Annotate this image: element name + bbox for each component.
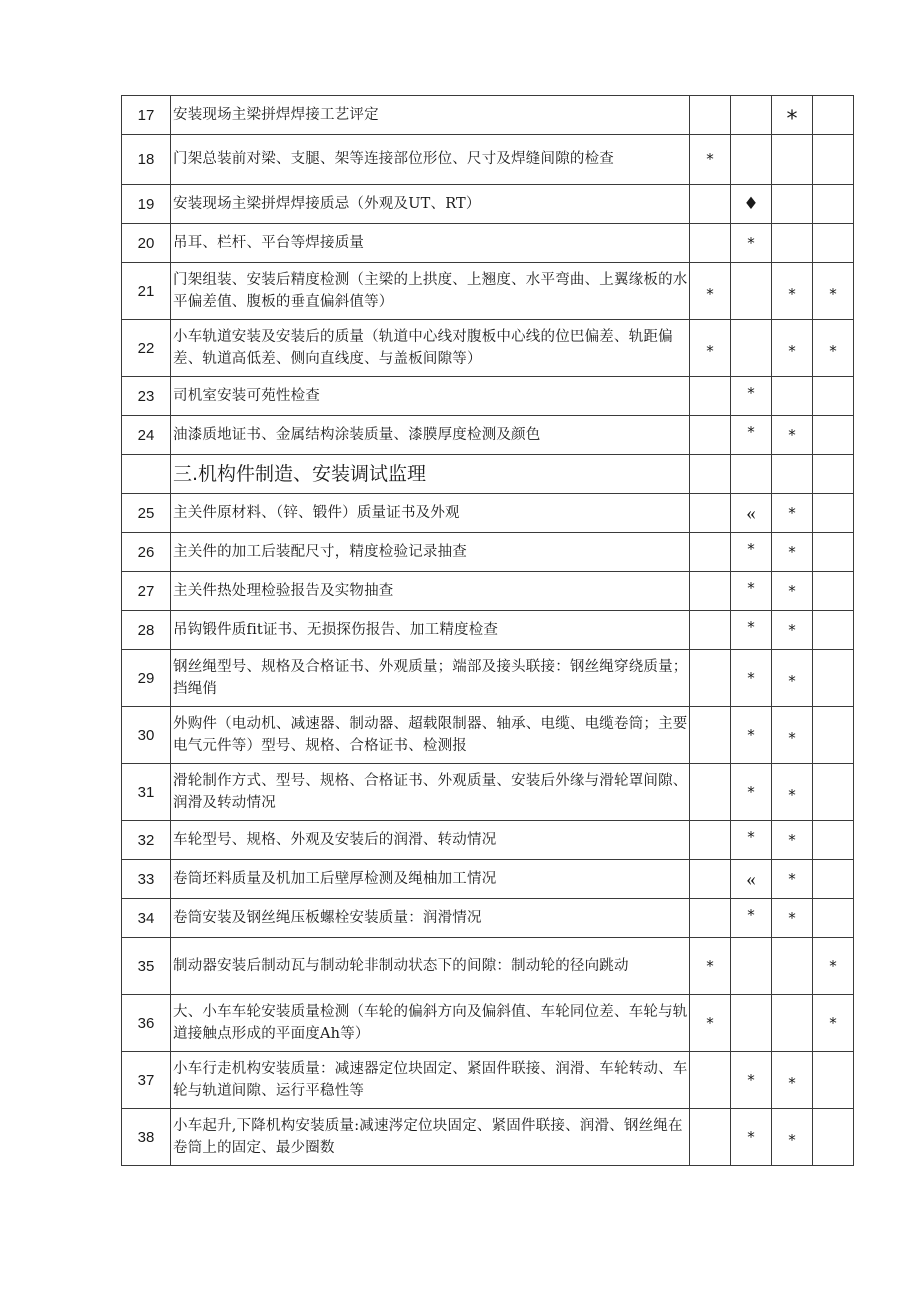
item-number: 29 — [122, 650, 171, 707]
item-description: 主关件原材料、（锌、锻件）质量证书及外观 — [171, 494, 690, 533]
mark-cell — [690, 533, 731, 572]
mark-cell — [690, 377, 731, 416]
item-description: 安装现场主梁拼焊焊接质忌（外观及UT、RT） — [171, 185, 690, 224]
item-number: 32 — [122, 821, 171, 860]
table-row — [122, 224, 854, 263]
item-number: 34 — [122, 899, 171, 938]
mark-cell — [772, 185, 813, 224]
item-number: 18 — [122, 135, 171, 185]
item-number: 20 — [122, 224, 171, 263]
mark-cell — [731, 995, 772, 1052]
mark-cell: * — [690, 320, 731, 377]
mark-cell: * — [731, 611, 772, 650]
mark-cell: * — [690, 135, 731, 185]
mark-cell — [813, 1109, 854, 1166]
mark-cell — [813, 899, 854, 938]
item-description: 制动器安装后制动瓦与制动轮非制动状态下的间隙：制动轮的径向跳动 — [171, 938, 690, 995]
item-description: 门架组装、安装后精度检测（主梁的上拱度、上翘度、水平弯曲、上翼缘板的水平偏差值、腹板的垂直偏斜值等） — [171, 263, 690, 320]
mark-cell: * — [690, 263, 731, 320]
mark-cell: * — [731, 377, 772, 416]
item-description: 司机室安装可苑性检查 — [171, 377, 690, 416]
item-description: 油漆质地证书、金属结构涂装质量、漆膜厚度检测及颜色 — [171, 416, 690, 455]
section-heading: 三.机构件制造、安装调试监理 — [171, 455, 690, 494]
mark-cell — [813, 821, 854, 860]
mark-cell: * — [731, 764, 772, 821]
mark-cell — [813, 650, 854, 707]
mark-cell: * — [690, 938, 731, 995]
item-description: 吊耳、栏杆、平台等焊接质量 — [171, 224, 690, 263]
mark-cell — [690, 416, 731, 455]
mark-cell: * — [731, 650, 772, 707]
mark-cell — [813, 860, 854, 899]
mark-cell — [813, 611, 854, 650]
table-row — [122, 533, 854, 572]
table-row — [122, 764, 854, 821]
mark-cell: * — [731, 224, 772, 263]
mark-cell — [813, 494, 854, 533]
empty-cell — [690, 455, 731, 494]
mark-cell: * — [772, 899, 813, 938]
mark-cell — [731, 320, 772, 377]
mark-cell — [813, 135, 854, 185]
mark-cell: * — [772, 1052, 813, 1109]
item-number: 28 — [122, 611, 171, 650]
item-description: 车轮型号、规格、外观及安装后的润滑、转动情况 — [171, 821, 690, 860]
mark-cell — [731, 135, 772, 185]
mark-cell: * — [813, 995, 854, 1052]
table-row — [122, 938, 854, 995]
mark-cell — [690, 821, 731, 860]
mark-cell — [690, 1109, 731, 1166]
mark-cell: ♦ — [731, 185, 772, 224]
mark-cell: * — [731, 1109, 772, 1166]
mark-cell: * — [731, 707, 772, 764]
mark-cell — [690, 899, 731, 938]
item-number: 30 — [122, 707, 171, 764]
mark-cell — [690, 572, 731, 611]
mark-cell — [690, 185, 731, 224]
item-number: 27 — [122, 572, 171, 611]
mark-cell: * — [772, 1109, 813, 1166]
section-heading-row — [122, 455, 854, 494]
item-description: 门架总装前对梁、支腿、架等连接部位形位、尺寸及焊缝间隙的检查 — [171, 135, 690, 185]
item-number: 22 — [122, 320, 171, 377]
item-description: 小车轨道安装及安装后的质量（轨道中心线对腹板中心线的位巴偏差、轨距偏差、轨道高低差、侧向直线度、与盖板间隙等） — [171, 320, 690, 377]
mark-cell: * — [772, 533, 813, 572]
mark-cell: * — [731, 1052, 772, 1109]
mark-cell — [813, 185, 854, 224]
item-number: 21 — [122, 263, 171, 320]
table-row — [122, 377, 854, 416]
item-number: 19 — [122, 185, 171, 224]
item-number: 17 — [122, 96, 171, 135]
mark-cell — [731, 263, 772, 320]
mark-cell: * — [813, 938, 854, 995]
table-row — [122, 1109, 854, 1166]
mark-cell: * — [731, 821, 772, 860]
item-number: 25 — [122, 494, 171, 533]
mark-cell — [690, 611, 731, 650]
mark-cell — [813, 224, 854, 263]
mark-cell: * — [813, 263, 854, 320]
item-description: 卷筒坯料质量及机加工后壁厚检测及绳柚加工情况 — [171, 860, 690, 899]
empty-cell — [813, 455, 854, 494]
mark-cell: * — [772, 263, 813, 320]
item-description: 卷筒安装及钢丝绳压板螺栓安装质量：润滑情况 — [171, 899, 690, 938]
item-description: 小车起升,下降机构安装质量:减速涔定位块固定、紧固件联接、润滑、钢丝绳在卷筒上的固定、最少圈数 — [171, 1109, 690, 1166]
mark-cell: * — [731, 533, 772, 572]
table-row — [122, 96, 854, 135]
mark-cell — [772, 377, 813, 416]
mark-cell: * — [772, 860, 813, 899]
mark-cell — [772, 224, 813, 263]
mark-cell: * — [772, 572, 813, 611]
mark-cell: * — [731, 416, 772, 455]
mark-cell — [690, 96, 731, 135]
mark-cell — [731, 96, 772, 135]
mark-cell: * — [772, 650, 813, 707]
inspection-items-table — [121, 95, 854, 1166]
table-row — [122, 611, 854, 650]
item-number: 35 — [122, 938, 171, 995]
mark-cell: * — [731, 572, 772, 611]
item-description: 主关件的加工后装配尺寸，精度检验记录抽查 — [171, 533, 690, 572]
item-number: 38 — [122, 1109, 171, 1166]
table-row — [122, 821, 854, 860]
item-number: 37 — [122, 1052, 171, 1109]
mark-cell — [731, 938, 772, 995]
mark-cell — [813, 377, 854, 416]
mark-cell — [813, 764, 854, 821]
mark-cell: * — [772, 416, 813, 455]
empty-cell — [122, 455, 171, 494]
item-description: 安装现场主梁拼焊焊接工艺评定 — [171, 96, 690, 135]
item-description: 吊钩锻件质fit证书、无损探伤报告、加工精度检查 — [171, 611, 690, 650]
item-number: 36 — [122, 995, 171, 1052]
mark-cell — [813, 1052, 854, 1109]
item-number: 33 — [122, 860, 171, 899]
table-row — [122, 320, 854, 377]
item-description: 主关件热处理检验报告及实物抽查 — [171, 572, 690, 611]
mark-cell — [772, 135, 813, 185]
mark-cell: * — [772, 96, 813, 135]
empty-cell — [731, 455, 772, 494]
table-row — [122, 650, 854, 707]
mark-cell — [772, 995, 813, 1052]
table-row — [122, 899, 854, 938]
mark-cell: * — [772, 611, 813, 650]
item-description: 外购件（电动机、减速器、制动器、超载限制器、轴承、电缆、电缆卷筒；主要电气元件等）型号、规格、合格证书、检测报 — [171, 707, 690, 764]
empty-cell — [772, 455, 813, 494]
table-row — [122, 572, 854, 611]
table-row — [122, 1052, 854, 1109]
table-row — [122, 135, 854, 185]
table-row — [122, 860, 854, 899]
mark-cell — [772, 938, 813, 995]
mark-cell: * — [772, 764, 813, 821]
mark-cell — [813, 533, 854, 572]
mark-cell: * — [772, 707, 813, 764]
item-description: 滑轮制作方式、型号、规格、合格证书、外观质量、安装后外缘与滑轮罩间隙、润滑及转动情况 — [171, 764, 690, 821]
mark-cell — [690, 224, 731, 263]
mark-cell — [690, 494, 731, 533]
mark-cell — [813, 707, 854, 764]
mark-cell: * — [772, 320, 813, 377]
mark-cell — [813, 96, 854, 135]
item-description: 钢丝绳型号、规格及合格证书、外观质量；端部及接头联接：钢丝绳穿绕质量；挡绳俏 — [171, 650, 690, 707]
mark-cell: * — [690, 995, 731, 1052]
mark-cell: * — [813, 320, 854, 377]
mark-cell — [690, 1052, 731, 1109]
table-row — [122, 263, 854, 320]
mark-cell: « — [731, 494, 772, 533]
item-number: 23 — [122, 377, 171, 416]
item-number: 31 — [122, 764, 171, 821]
mark-cell — [690, 650, 731, 707]
mark-cell: * — [772, 494, 813, 533]
item-description: 小车行走机构安装质量：减速器定位块固定、紧固件联接、润滑、车轮转动、车轮与轨道间隙、运行平稳性等 — [171, 1052, 690, 1109]
item-description: 大、小车车轮安装质量检测（车轮的偏斜方向及偏斜值、车轮同位差、车轮与轨道接触点形成的平面度Ah等） — [171, 995, 690, 1052]
mark-cell — [690, 860, 731, 899]
mark-cell — [813, 416, 854, 455]
mark-cell: « — [731, 860, 772, 899]
mark-cell: * — [731, 899, 772, 938]
item-number: 26 — [122, 533, 171, 572]
mark-cell — [690, 764, 731, 821]
mark-cell — [813, 572, 854, 611]
table-row — [122, 707, 854, 764]
mark-cell: * — [772, 821, 813, 860]
table-row — [122, 995, 854, 1052]
table-row — [122, 494, 854, 533]
table-row — [122, 416, 854, 455]
item-number: 24 — [122, 416, 171, 455]
table-row — [122, 185, 854, 224]
mark-cell — [690, 707, 731, 764]
